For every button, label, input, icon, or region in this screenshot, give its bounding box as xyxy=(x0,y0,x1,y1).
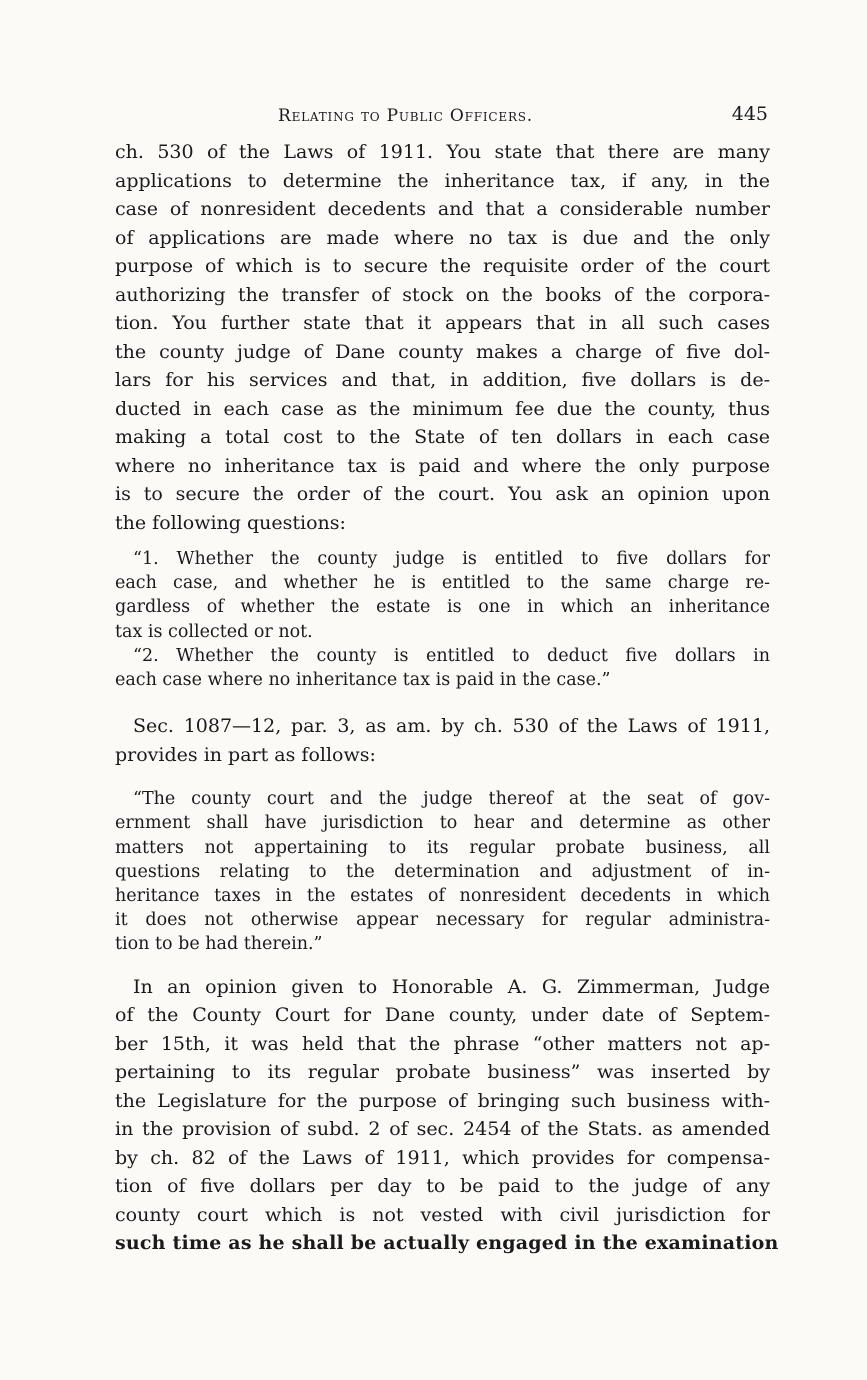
text-line: In an opinion given to Honorable A. G. Zimmerman, Judge xyxy=(133,975,770,998)
page-number: 445 xyxy=(731,103,768,125)
text-line: ber 15th, it was held that the phrase “other matters not ap- xyxy=(115,1032,770,1055)
text-line: the Legislature for the purpose of bringing such business with- xyxy=(115,1089,770,1112)
text-line: the county judge of Dane county makes a charge of five dol- xyxy=(115,340,770,363)
text-line: such time as he shall be actually engaged in the examination xyxy=(115,1232,779,1255)
text-line: the following questions: xyxy=(115,511,346,534)
text-line: by ch. 82 of the Laws of 1911, which provides for compensa- xyxy=(115,1146,770,1169)
running-title: Relating to Public Officers. xyxy=(278,106,534,126)
text-line: case of nonresident decedents and that a considerable number xyxy=(115,198,770,220)
text-line: of the County Court for Dane county, under date of Septem- xyxy=(115,1004,770,1027)
paragraph-intro xyxy=(115,138,770,537)
question-1-line: each case, and whether he is entitled to the same charge re- xyxy=(115,573,770,594)
text-line: in the provision of subd. 2 of sec. 2454 of the Stats. as amended xyxy=(115,1118,770,1141)
text-line: authorizing the transfer of stock on the books of the corpora- xyxy=(115,283,770,306)
text-line: ducted in each case as the minimum fee due the county, thus xyxy=(115,397,770,420)
text-line: Sec. 1087—12, par. 3, as am. by ch. 530 of the Laws of 1911, xyxy=(133,715,770,738)
question-1-line: tax is collected or not. xyxy=(115,621,313,642)
text-line: where no inheritance tax is paid and where the only purpose xyxy=(115,454,770,477)
quote-line: ernment shall have jurisdiction to hear and determine as other xyxy=(115,813,770,834)
questions-quote xyxy=(115,547,770,692)
statute-quote xyxy=(115,787,770,956)
question-1-line: “1. Whether the county judge is entitled to five dollars for xyxy=(133,549,770,569)
quote-line: tion to be had therein.” xyxy=(115,934,323,955)
paragraph-statute-intro xyxy=(115,712,770,769)
running-header xyxy=(115,98,770,138)
quote-line: heritance taxes in the estates of nonresident decedents in which xyxy=(115,886,770,907)
text-line: of applications are made where no tax is due and the only xyxy=(115,226,770,249)
text-line: provides in part as follows: xyxy=(115,743,376,766)
question-2-line: each case where no inheritance tax is paid in the case.” xyxy=(115,670,611,691)
document-page xyxy=(115,98,779,1258)
text-line: applications to determine the inheritance tax, if any, in the xyxy=(115,169,770,192)
question-1-line: gardless of whether the estate is one in which an inheritance xyxy=(115,597,770,618)
text-line: pertaining to its regular probate business” was inserted by xyxy=(115,1061,770,1084)
text-line: lars for his services and that, in addition, five dollars is de- xyxy=(115,369,770,391)
question-2-line: “2. Whether the county is entitled to deduct five dollars in xyxy=(133,645,770,666)
quote-line: matters not appertaining to its regular probate business, all xyxy=(115,837,770,858)
text-line: purpose of which is to secure the requisite order of the court xyxy=(115,255,770,277)
quote-line: “The county court and the judge thereof at the seat of gov- xyxy=(133,789,770,810)
quote-line: it does not otherwise appear necessary for regular administra- xyxy=(115,910,770,931)
text-line: ch. 530 of the Laws of 1911. You state that there are many xyxy=(115,141,770,163)
text-line: tion. You further state that it appears that in all such cases xyxy=(115,312,770,334)
text-line: making a total cost to the State of ten dollars in each case xyxy=(115,426,770,448)
text-line: tion of five dollars per day to be paid to the judge of any xyxy=(115,1175,770,1198)
quote-line: questions relating to the determination and adjustment of in- xyxy=(115,861,770,882)
text-line: is to secure the order of the court. You ask an opinion upon xyxy=(115,483,770,505)
text-line: county court which is not vested with civil jurisdiction for xyxy=(115,1203,770,1226)
paragraph-opinion xyxy=(115,973,779,1258)
